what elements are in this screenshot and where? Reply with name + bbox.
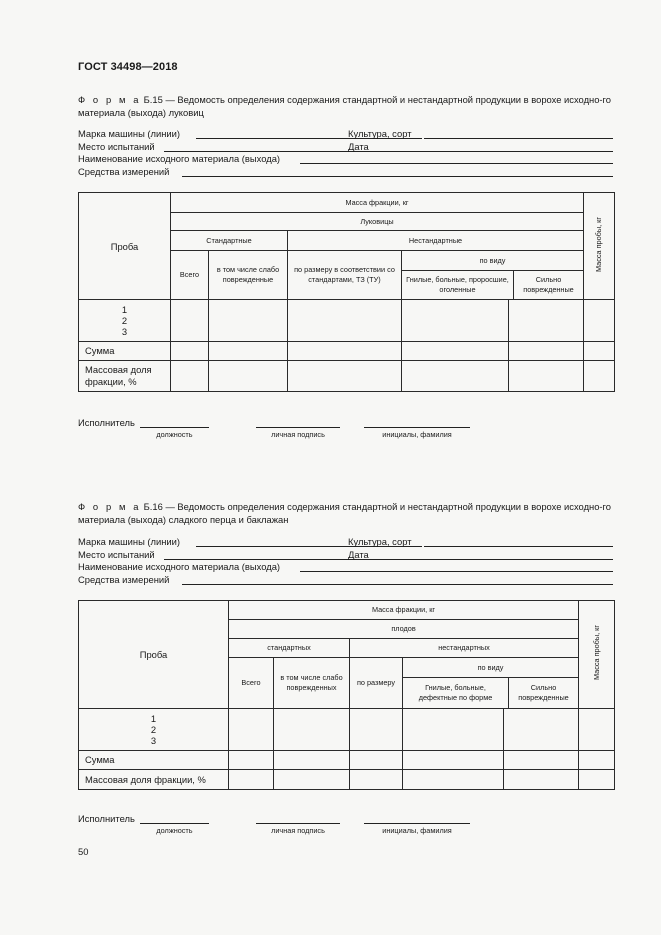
col-product: плодов [229,620,579,639]
col-by-size: по размеру [350,658,403,709]
cell[interactable] [584,342,615,361]
cell[interactable] [584,361,615,392]
form-b16-title [78,500,613,526]
culture-blank [424,546,613,547]
initials-caption: инициалы, фамилия [382,430,452,439]
cell[interactable] [403,770,504,790]
row-mass-share: Массовая доля фракции, % [79,770,229,790]
col-sample: Проба [79,193,171,300]
material-label: Наименование исходного материала (выхода) [78,153,281,164]
cell[interactable] [274,751,350,770]
cell[interactable] [509,342,584,361]
signature-line [256,427,340,428]
date-label: Дата [348,548,369,560]
col-rotten: Гнилые, больные, дефектные по форме [403,678,509,708]
cell[interactable] [171,342,209,361]
col-standard: Стандартные [171,231,288,251]
table-row [79,361,615,392]
position-caption: должность [156,826,193,835]
cell[interactable] [402,342,509,361]
culture-blank [424,138,613,139]
initials-caption: инициалы, фамилия [382,826,452,835]
col-nonstandard: нестандартных [350,639,579,658]
machine-label: Марка машины (линии) [78,128,181,139]
table-row [79,709,615,751]
cell[interactable] [403,751,504,770]
signature-caption: личная подпись [271,430,325,439]
col-sample-mass: Масса пробы, кг [579,601,615,709]
col-slightly-damaged: в том числе слабо поврежденные [209,251,288,300]
cell[interactable] [171,300,209,342]
form-b15-signature [78,417,498,441]
cell[interactable] [579,751,615,770]
cell[interactable] [350,751,403,770]
col-product: Луковицы [171,213,584,231]
table-row [79,300,615,342]
place-label: Место испытаний [78,548,155,560]
cell[interactable] [209,342,288,361]
cell[interactable] [350,709,403,751]
col-standard: стандартных [229,639,350,658]
col-heavily-damaged: Сильно поврежденные [518,683,569,702]
form-b15-fields [78,128,613,178]
col-total: Всего [171,251,209,300]
row-mass-share: Массовая доля фракции, % [79,361,171,392]
form-b16-title-text: Б.16 — Ведомость определения содержания стандартной и нестандартной продукции в ворохе исходно-го материала (выхода) сладкого перца и баклажан [78,501,611,525]
cell[interactable] [288,300,402,342]
cell[interactable] [509,300,584,342]
culture-label: Культура, сорт [348,536,412,547]
cell[interactable] [209,300,288,342]
form-b15-title-text: Б.15 — Ведомость определения содержания стандартной и нестандартной продукции в ворохе исходно-го материала (выхода) луковиц [78,94,611,118]
col-by-type: по виду [403,658,578,678]
col-fraction-mass: Масса фракции, кг [229,601,579,620]
table-row [79,770,615,790]
form-b16-prefix: Ф о р м а [78,501,142,512]
cell[interactable] [584,300,615,342]
cell[interactable] [229,709,274,751]
col-by-type-group [403,658,579,709]
instruments-label: Средства измерений [78,573,170,585]
form-b15-table [78,192,615,392]
col-rotten: Гнилые, больные, проросшие, оголенные [402,271,514,299]
form-b16-signature [78,813,498,837]
form-b16-fields [78,536,613,586]
table-row [79,751,615,770]
row-numbers: 1 2 3 [79,709,229,751]
date-blank [375,151,613,152]
page-number: 50 [78,846,89,857]
instruments-blank [182,584,613,585]
executor-label: Исполнитель [78,813,135,824]
date-label: Дата [348,140,369,152]
cell[interactable] [403,709,504,751]
position-line [140,823,209,824]
col-total: Всего [229,658,274,709]
culture-label: Культура, сорт [348,128,412,139]
cell[interactable] [229,751,274,770]
cell[interactable] [209,361,288,392]
cell[interactable] [509,361,584,392]
cell[interactable] [504,751,579,770]
date-blank [375,559,613,560]
instruments-blank [182,176,613,177]
cell[interactable] [288,361,402,392]
position-line [140,427,209,428]
form-b15-title [78,93,613,119]
row-sum: Сумма [79,751,229,770]
cell[interactable] [504,709,579,751]
executor-label: Исполнитель [78,417,135,428]
initials-line [364,427,470,428]
cell[interactable] [402,300,509,342]
cell[interactable] [504,770,579,790]
row-numbers: 1 2 3 [79,300,171,342]
cell[interactable] [350,770,403,790]
cell[interactable] [579,709,615,751]
form-b15-prefix: Ф о р м а [78,94,142,105]
cell[interactable] [402,361,509,392]
col-slightly-damaged: в том числе слабо поврежденных [274,658,350,709]
col-by-size: по размеру в соответствии со стандартами, ТЗ (ТУ) [288,251,402,300]
cell[interactable] [288,342,402,361]
machine-label: Марка машины (линии) [78,536,181,547]
cell[interactable] [171,361,209,392]
col-heavily-damaged: Сильно поврежденные [523,275,574,294]
col-sample-mass: Масса пробы, кг [584,193,615,300]
row-sum: Сумма [79,342,171,361]
col-by-type: по виду [402,251,583,271]
material-blank [300,571,613,572]
cell[interactable] [229,770,274,790]
material-label: Наименование исходного материала (выхода) [78,561,281,572]
material-blank [300,163,613,164]
place-label: Место испытаний [78,140,155,152]
col-by-type-group [402,251,584,300]
cell[interactable] [579,770,615,790]
initials-line [364,823,470,824]
signature-caption: личная подпись [271,826,325,835]
col-nonstandard: Нестандартные [288,231,584,251]
col-sample: Проба [79,601,229,709]
form-b16-table [78,600,615,790]
col-fraction-mass: Масса фракции, кг [171,193,584,213]
signature-line [256,823,340,824]
cell[interactable] [274,709,350,751]
instruments-label: Средства измерений [78,165,170,177]
position-caption: должность [156,430,193,439]
cell[interactable] [274,770,350,790]
table-row [79,342,615,361]
document-header: ГОСТ 34498—2018 [78,61,178,73]
